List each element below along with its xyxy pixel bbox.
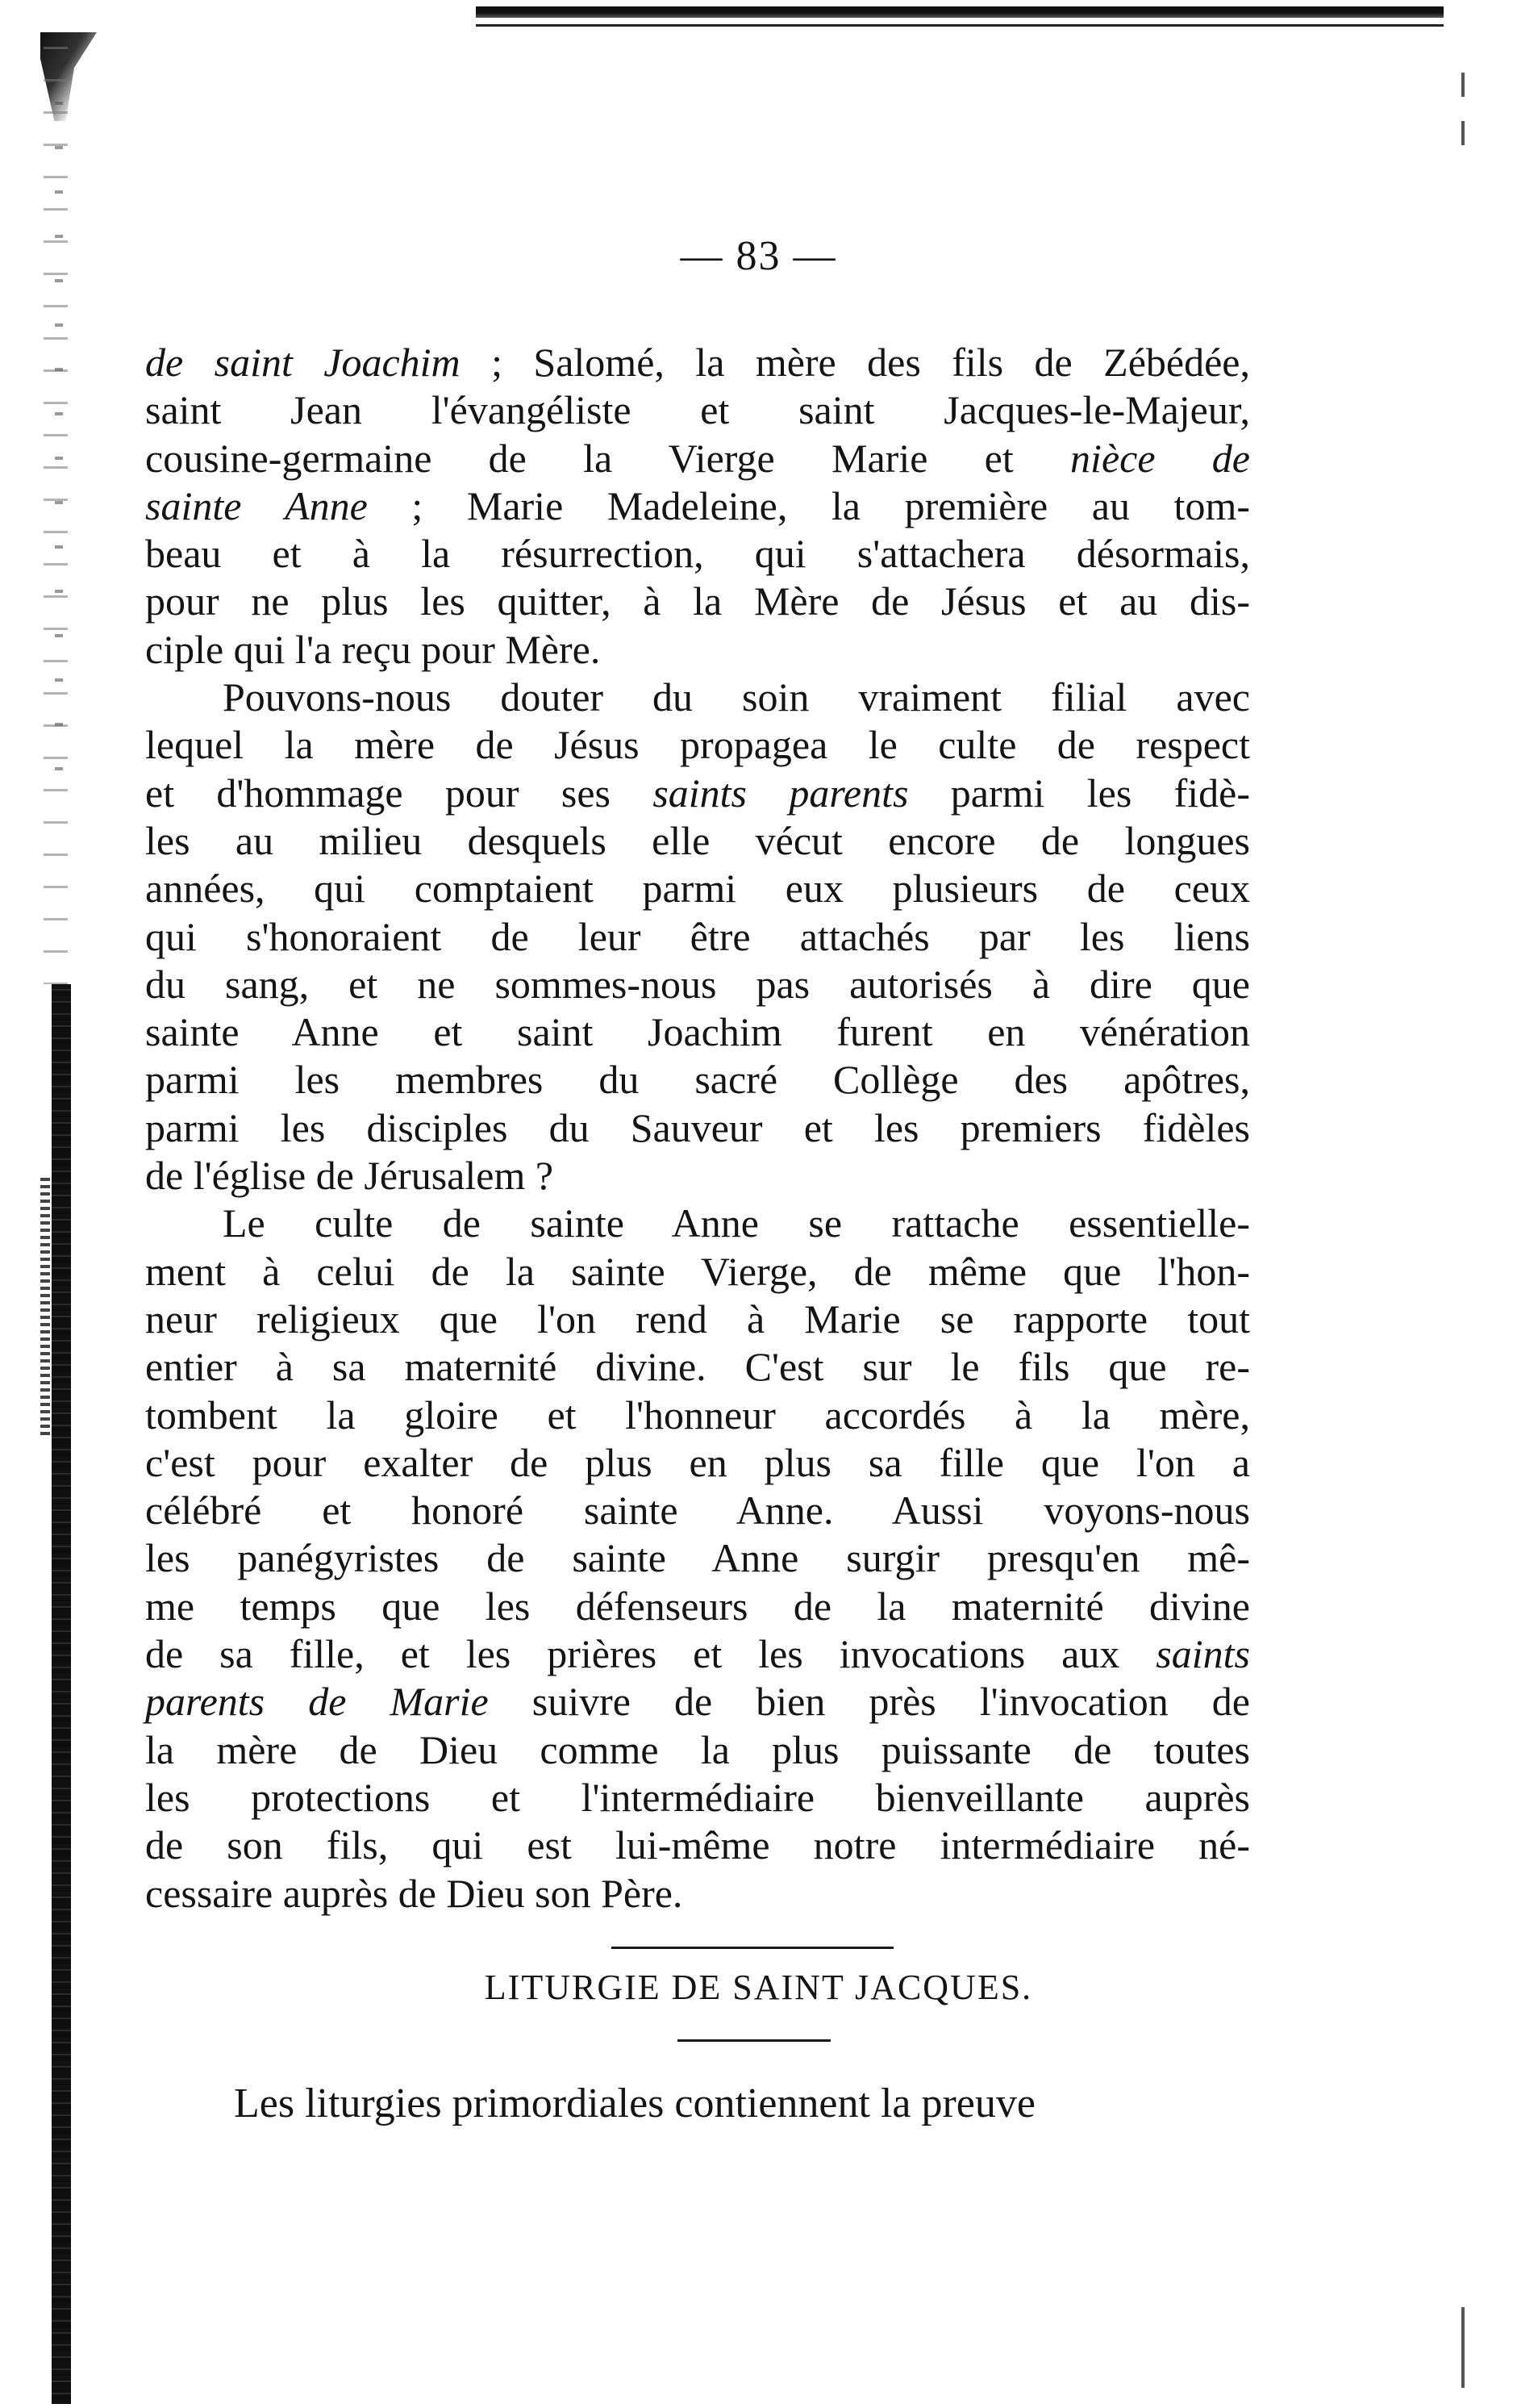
text-segment: la mère de Dieu comme la plus puissante de toutes	[145, 1726, 1250, 1772]
text-line	[145, 626, 1250, 674]
text-segment: ciple qui l'a reçu pour Mère.	[145, 626, 601, 672]
text-line	[145, 1152, 1250, 1200]
text-line	[145, 1726, 1250, 1774]
italic-text: nièce de	[1070, 435, 1250, 481]
section-title: LITURGIE DE SAINT JACQUES.	[484, 1968, 1033, 2007]
text-line	[145, 1008, 1250, 1056]
text-segment: du sang, et ne sommes-nous pas autorisés à dire que	[145, 961, 1250, 1007]
text-segment: Le culte de sainte Anne se rattache essentielle-	[223, 1200, 1250, 1246]
italic-text: sainte Anne	[145, 482, 368, 528]
text-segment: me temps que les défenseurs de la maternité divine	[145, 1583, 1250, 1629]
text-segment: ; Salomé, la mère des fils de Zébédée,	[460, 340, 1250, 385]
text-segment: les panégyristes de sainte Anne surgir presqu'en mê-	[145, 1535, 1250, 1581]
text-line	[145, 1200, 1250, 1247]
text-segment: célébré et honoré sainte Anne. Aussi voyons-nous	[145, 1488, 1250, 1534]
italic-text: saints parents	[652, 770, 909, 816]
text-line	[145, 1392, 1250, 1439]
text-line	[145, 1487, 1250, 1534]
text-segment: saint Jean l'évangéliste et saint Jacques-le-Majeur,	[145, 387, 1250, 433]
text-line	[145, 1104, 1250, 1152]
text-segment: cessaire auprès de Dieu son Père.	[145, 1870, 683, 1916]
text-line	[145, 1822, 1250, 1869]
scan-edge-shadow	[52, 984, 71, 2404]
paragraph	[145, 1200, 1250, 1917]
text-segment: suivre de bien près l'invocation de	[488, 1679, 1251, 1725]
text-segment: parmi les disciples du Sauveur et les premiers fidèles	[145, 1104, 1250, 1150]
text-segment: ment à celui de la sainte Vierge, de même que l'hon-	[145, 1248, 1250, 1294]
text-line	[145, 721, 1250, 769]
text-segment: parmi les membres du sacré Collège des apôtres,	[145, 1057, 1250, 1103]
scan-binding-gutter	[40, 32, 73, 2404]
text-line	[145, 1056, 1250, 1104]
scan-specks-secondary	[55, 81, 63, 807]
text-segment: les au milieu desquels elle vécut encore de longues	[145, 817, 1250, 863]
text-line	[145, 817, 1250, 865]
scan-right-mark	[1461, 2307, 1465, 2388]
text-segment: parmi les fidè-	[908, 770, 1250, 816]
text-segment: cousine-germaine de la Vierge Marie et	[145, 435, 1071, 481]
text-line	[145, 770, 1250, 817]
text-segment: qui s'honoraient de leur être attachés par les liens	[145, 913, 1250, 959]
text-segment: et d'hommage pour ses	[145, 770, 653, 816]
text-line	[145, 578, 1250, 625]
text-segment: tombent la gloire et l'honneur accordés à la mère,	[145, 1392, 1250, 1438]
scan-right-mark	[1461, 121, 1465, 145]
closing-line: Les liturgies primordiales contiennent la preuve	[234, 2080, 1036, 2126]
paragraph	[145, 339, 1250, 674]
text-line	[145, 674, 1250, 721]
text-line	[145, 1534, 1250, 1582]
text-line	[145, 1296, 1250, 1343]
italic-text: parents de Marie	[145, 1679, 489, 1725]
text-segment: pour ne plus les quitter, à la Mère de Jésus et au dis-	[145, 578, 1250, 624]
section-rule-bottom	[677, 2039, 831, 2042]
text-line	[145, 1248, 1250, 1296]
text-segment: de sa fille, et les prières et les invocations aux	[145, 1631, 1157, 1677]
text-line	[145, 1439, 1250, 1487]
italic-text: de saint Joachim	[145, 340, 461, 385]
text-line	[145, 1678, 1250, 1726]
text-line	[145, 435, 1250, 482]
section-rule-top	[611, 1947, 894, 1949]
italic-text: saints	[1156, 1631, 1250, 1677]
scan-right-mark	[1461, 73, 1465, 97]
text-segment: années, qui comptaient parmi eux plusieurs de ceux	[145, 866, 1250, 912]
text-line	[145, 530, 1250, 578]
text-line	[145, 961, 1250, 1008]
text-line	[145, 386, 1250, 434]
text-line	[145, 865, 1250, 912]
text-segment: ; Marie Madeleine, la première au tom-	[367, 482, 1250, 528]
text-segment: les protections et l'intermédiaire bienveillante auprès	[145, 1774, 1250, 1820]
text-segment: lequel la mère de Jésus propagea le culte de respect	[145, 722, 1250, 768]
text-segment: neur religieux que l'on rend à Marie se rapporte tout	[145, 1296, 1250, 1342]
page-number: — 83 —	[680, 233, 837, 279]
text-segment: beau et à la résurrection, qui s'attachera désormais,	[145, 531, 1250, 577]
text-line	[145, 913, 1250, 961]
text-line	[145, 482, 1250, 530]
closing-paragraph	[145, 2080, 1250, 2127]
scan-top-rule-thin	[476, 24, 1444, 27]
text-segment: entier à sa maternité divine. C'est sur le fils que re-	[145, 1344, 1250, 1390]
text-segment: de son fils, qui est lui-même notre intermédiaire né-	[145, 1822, 1250, 1868]
text-segment: sainte Anne et saint Joachim furent en vénération	[145, 1009, 1250, 1055]
text-segment: c'est pour exalter de plus en plus sa fille que l'on a	[145, 1439, 1250, 1485]
body-text	[145, 339, 1250, 1918]
text-line	[145, 1630, 1250, 1678]
text-segment: Pouvons-nous douter du soin vraiment filial avec	[223, 674, 1250, 720]
text-line	[145, 1583, 1250, 1630]
text-line	[145, 1870, 1250, 1918]
text-line	[145, 339, 1250, 386]
text-line	[145, 1343, 1250, 1391]
scan-top-rule	[476, 6, 1444, 18]
text-segment: de l'église de Jérusalem ?	[145, 1153, 554, 1199]
scan-edge-shadow-thin	[40, 1178, 50, 1436]
text-line	[145, 1774, 1250, 1822]
paragraph	[145, 674, 1250, 1200]
